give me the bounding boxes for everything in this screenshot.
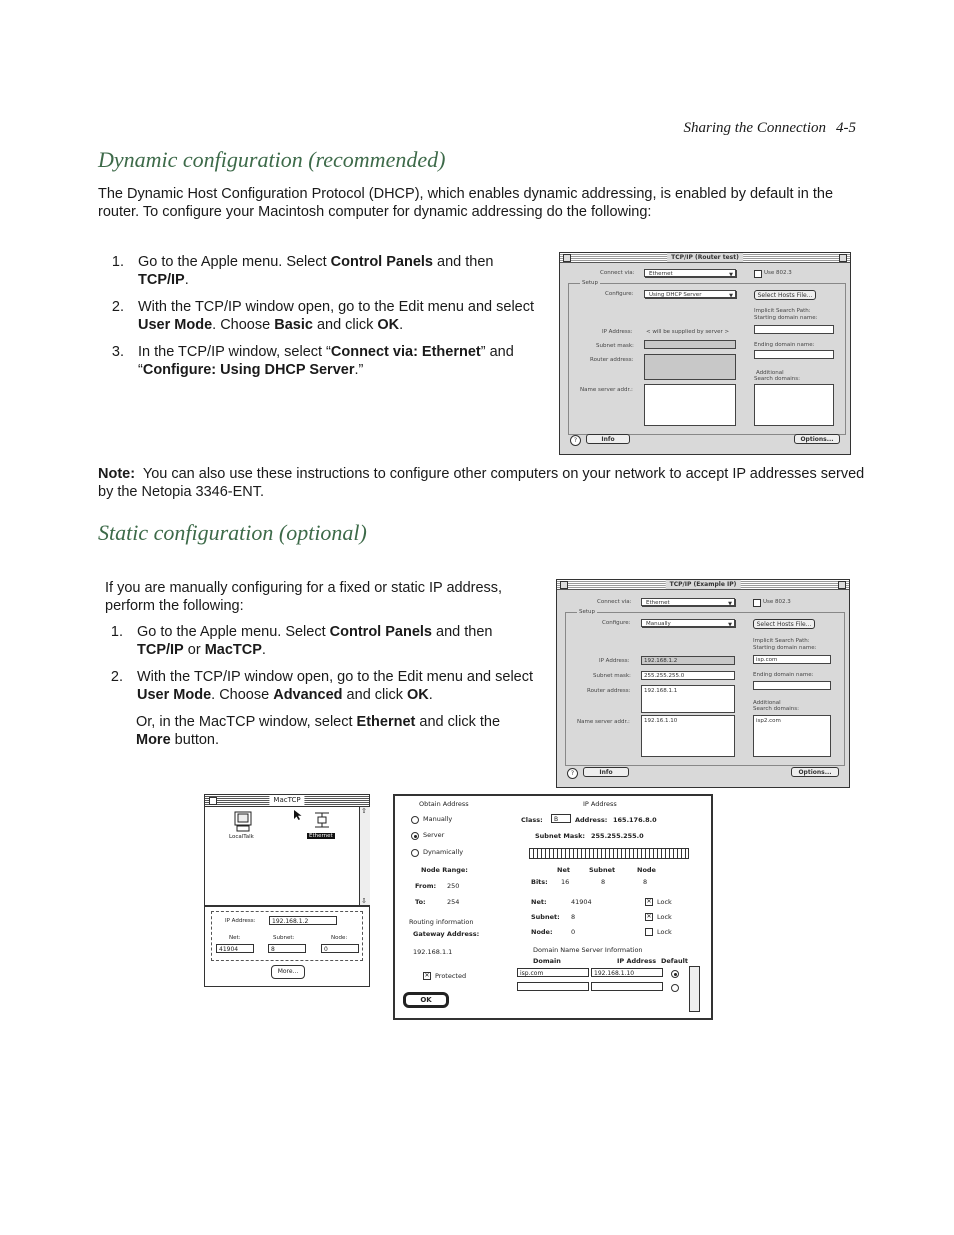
subnet-lock-label: Lock <box>657 913 672 921</box>
title-bar[interactable] <box>560 253 850 263</box>
running-header <box>560 120 856 137</box>
more-button[interactable]: More... <box>271 965 305 979</box>
ip-address-field[interactable]: 192.168.1.2 <box>269 916 337 925</box>
class-label: Class: <box>521 816 543 824</box>
dns-default-column: Default <box>661 957 688 965</box>
router-address-label: Router address: <box>587 688 631 694</box>
close-box[interactable] <box>563 254 571 262</box>
bits-label: Bits: <box>531 878 548 886</box>
chevron-down-icon: ▼ <box>729 293 733 299</box>
connect-via-popup[interactable]: Ethernet ▼ <box>641 598 735 606</box>
header-section: Sharing the Connection <box>683 120 826 136</box>
network-icon-list <box>205 807 360 905</box>
from-value: 250 <box>447 882 460 890</box>
configure-label: Configure: <box>602 620 631 626</box>
configure-label: Configure: <box>605 291 634 297</box>
protected-checkbox[interactable]: ✕ <box>424 972 430 979</box>
close-box[interactable] <box>560 581 568 589</box>
chevron-down-icon: ▼ <box>729 272 733 278</box>
search-domains-label: Search domains: <box>753 706 799 712</box>
title-bar[interactable] <box>557 580 849 590</box>
chevron-down-icon: ▼ <box>728 622 732 628</box>
from-label: From: <box>415 882 437 890</box>
ethernet-label[interactable]: Ethernet <box>309 833 333 839</box>
window-title: TCP/IP (Router test) <box>667 253 743 262</box>
dynamically-label: Dynamically <box>423 848 464 856</box>
net-label: Net: <box>229 935 241 941</box>
dns-ip-field-2[interactable] <box>591 982 663 991</box>
manually-label: Manually <box>423 815 453 823</box>
ip-address-group-label: IP Address <box>583 800 617 808</box>
note-text: You can also use these instructions to configure other computers on your network to accept IP addresses served by the Netopia 3346-ENT. <box>98 466 865 500</box>
ending-domain-label: Ending domain name: <box>753 672 814 678</box>
use-8023-label: Use 802.3 <box>764 270 792 276</box>
starting-domain-field[interactable] <box>754 325 834 334</box>
ip-address-label: IP Address: <box>602 329 633 335</box>
subnet-label: Subnet: <box>273 935 295 941</box>
chevron-down-icon: ▼ <box>728 601 732 607</box>
server-label: Server <box>423 831 445 839</box>
static-step-2: 2. With the TCP/IP window open, go to the Edit menu and select User Mode. Choose Advanced and click OK. <box>110 669 534 703</box>
obtain-address-label: Obtain Address <box>419 800 469 808</box>
static-or-paragraph: Or, in the MacTCP window, select Ethernet and click the More button. <box>136 714 501 748</box>
starting-domain-label: Starting domain name: <box>753 645 817 651</box>
dynamic-config-heading: Dynamic configuration (recommended) <box>98 147 446 172</box>
scroll-up-icon[interactable]: ⇧ <box>361 807 367 815</box>
subnet-mask-field[interactable]: 255.255.255.0 <box>641 671 735 680</box>
node-range-label: Node Range: <box>421 866 468 874</box>
help-icon[interactable]: ? <box>567 768 578 779</box>
to-label: To: <box>415 898 426 906</box>
window-title: TCP/IP (Example IP) <box>666 580 741 589</box>
ip-address-label: IP Address: <box>599 658 630 664</box>
search-domains-label: Search domains: <box>754 376 800 382</box>
node-field[interactable]: 0 <box>321 944 359 953</box>
net-column-header: Net <box>557 866 570 874</box>
dns-domain-column: Domain <box>533 957 561 965</box>
routing-info-label: Routing information <box>409 918 474 926</box>
options-button[interactable]: Options... <box>791 767 839 777</box>
dynamic-step-3: 3. In the TCP/IP window, select “Connect via: Ethernet” and “Configure: Using DHCP Server.” <box>111 344 514 378</box>
subnet-mask-value: 255.255.255.0 <box>591 832 644 840</box>
manually-radio[interactable] <box>411 816 419 824</box>
implicit-search-label: Implicit Search Path: <box>754 308 811 314</box>
configure-popup[interactable]: Using DHCP Server ▼ <box>644 290 736 298</box>
name-server-label: Name server addr.: <box>577 719 630 725</box>
localtalk-label: LocalTalk <box>229 834 254 840</box>
ip-address-label: IP Address: <box>225 918 256 924</box>
scrollbar[interactable] <box>360 807 370 905</box>
ip-address-field[interactable]: 192.168.1.2 <box>641 656 735 665</box>
page-number: 4-5 <box>836 120 856 136</box>
node-row-value: 0 <box>571 928 576 936</box>
ok-button[interactable]: OK <box>403 992 449 1008</box>
node-row-label: Node: <box>531 928 553 936</box>
tcpip-example-ip-window <box>556 579 850 788</box>
net-field[interactable]: 41904 <box>216 944 254 953</box>
protected-label: Protected <box>435 972 467 980</box>
use-8023-checkbox[interactable] <box>754 270 762 278</box>
subnet-mask-field <box>644 340 736 349</box>
server-radio[interactable] <box>411 832 419 840</box>
zoom-box[interactable] <box>839 254 847 262</box>
scroll-down-icon[interactable]: ⇩ <box>361 897 367 905</box>
dynamic-steps <box>106 254 536 389</box>
dns-domain-field[interactable]: isp.com <box>517 968 589 977</box>
dns-default-radio-2[interactable] <box>671 984 679 992</box>
connect-via-popup[interactable]: Ethernet ▼ <box>644 269 736 277</box>
options-button[interactable]: Options... <box>794 434 840 444</box>
static-intro: If you are manually configuring for a fixed or static IP address, perform the following: <box>105 580 503 614</box>
subnet-row-label: Subnet: <box>531 913 560 921</box>
dns-ip-field[interactable]: 192.168.1.10 <box>591 968 663 977</box>
dns-domain-field-2[interactable] <box>517 982 589 991</box>
name-server-field[interactable] <box>644 384 736 426</box>
search-domains-field[interactable] <box>754 384 834 426</box>
dynamically-radio[interactable] <box>411 849 419 857</box>
router-address-field <box>644 354 736 380</box>
dns-default-radio[interactable] <box>671 970 679 978</box>
cursor-arrow-icon <box>293 809 303 821</box>
close-box[interactable] <box>209 797 217 805</box>
class-field[interactable]: B <box>551 814 571 823</box>
to-value: 254 <box>447 898 460 906</box>
use-8023-checkbox[interactable] <box>753 599 761 607</box>
net-lock-checkbox[interactable]: ✕ <box>646 898 652 905</box>
static-config-heading: Static configuration (optional) <box>98 520 367 545</box>
dns-info-label: Domain Name Server Information <box>533 946 643 954</box>
subnet-lock-checkbox[interactable]: ✕ <box>646 913 652 920</box>
info-button[interactable]: Info <box>586 434 630 444</box>
node-label: Node: <box>331 935 348 941</box>
additional-label: Additional <box>756 370 784 376</box>
starting-domain-label: Starting domain name: <box>754 315 818 321</box>
dns-scrollbar[interactable] <box>689 966 700 1012</box>
note-paragraph <box>98 466 868 501</box>
subnet-mask-label: Subnet Mask: <box>535 832 586 840</box>
ending-domain-field[interactable] <box>754 350 834 359</box>
router-address-label: Router address: <box>590 357 634 363</box>
tcpip-router-test-window <box>559 252 851 455</box>
ending-domain-field[interactable] <box>753 681 831 690</box>
name-server-field[interactable]: 192.16.1.10 <box>641 715 735 757</box>
address-label: Address: <box>575 816 608 824</box>
net-row-value: 41904 <box>571 898 592 906</box>
bits-net: 16 <box>561 878 570 886</box>
net-row-label: Net: <box>531 898 547 906</box>
dynamic-intro: The Dynamic Host Configuration Protocol (DHCP), which enables dynamic addressing, is enabled by default in the router. To configure your Macintosh computer for dynamic addressing do the following: <box>98 186 834 220</box>
gateway-address-value: 192.168.1.1 <box>413 948 453 956</box>
static-steps <box>105 624 535 714</box>
node-column-header: Node <box>637 866 656 874</box>
name-server-label: Name server addr.: <box>580 387 633 393</box>
search-domains-field[interactable]: isp2.com <box>753 715 831 757</box>
ip-address-value: < will be supplied by server > <box>646 329 730 335</box>
node-lock-checkbox[interactable] <box>645 928 653 936</box>
bits-node: 8 <box>643 878 648 886</box>
connect-via-label: Connect via: <box>597 599 632 605</box>
window-title: MacTCP <box>269 795 304 806</box>
implicit-search-label: Implicit Search Path: <box>753 638 810 644</box>
starting-domain-field[interactable]: isp.com <box>753 655 831 664</box>
help-icon[interactable]: ? <box>570 435 581 446</box>
dynamic-step-1: 1. Go to the Apple menu. Select Control Panels and then TCP/IP. <box>111 254 494 288</box>
dns-ip-column: IP Address <box>617 957 657 965</box>
net-lock-label: Lock <box>657 898 672 906</box>
subnet-row-value: 8 <box>571 913 576 921</box>
divider <box>205 905 369 907</box>
setup-label: Setup <box>582 280 599 286</box>
title-bar[interactable] <box>205 795 369 807</box>
zoom-box[interactable] <box>838 581 846 589</box>
static-step-1: 1. Go to the Apple menu. Select Control Panels and then TCP/IP or MacTCP. <box>110 624 493 658</box>
configure-popup[interactable]: Manually ▼ <box>641 619 735 627</box>
node-lock-label: Lock <box>657 928 672 936</box>
bits-subnet: 8 <box>601 878 606 886</box>
select-hosts-file-button[interactable]: Select Hosts File... <box>753 619 815 629</box>
localtalk-icon[interactable] <box>233 811 253 833</box>
mactcp-window <box>204 794 370 987</box>
subnet-column-header: Subnet <box>589 866 616 874</box>
subnet-mask-label: Subnet mask: <box>596 343 634 349</box>
subnet-field[interactable]: 8 <box>268 944 306 953</box>
connect-via-label: Connect via: <box>600 270 635 276</box>
additional-label: Additional <box>753 700 781 706</box>
use-8023-label: Use 802.3 <box>763 599 791 605</box>
info-button[interactable]: Info <box>583 767 629 777</box>
select-hosts-file-button[interactable]: Select Hosts File... <box>754 290 816 300</box>
gateway-address-label: Gateway Address: <box>413 930 480 938</box>
ending-domain-label: Ending domain name: <box>754 342 815 348</box>
note-label: Note: <box>98 466 136 482</box>
setup-label: Setup <box>579 609 596 615</box>
router-address-field[interactable]: 192.168.1.1 <box>641 685 735 713</box>
ethernet-icon[interactable] <box>311 810 333 832</box>
subnet-mask-label: Subnet mask: <box>593 673 631 679</box>
mactcp-config-dialog <box>393 794 713 1020</box>
dynamic-step-2: 2. With the TCP/IP window open, go to the Edit menu and select User Mode. Choose Basic and click OK. <box>111 299 535 333</box>
subnet-bit-slider[interactable] <box>529 848 689 859</box>
address-value: 165.176.8.0 <box>613 816 657 824</box>
